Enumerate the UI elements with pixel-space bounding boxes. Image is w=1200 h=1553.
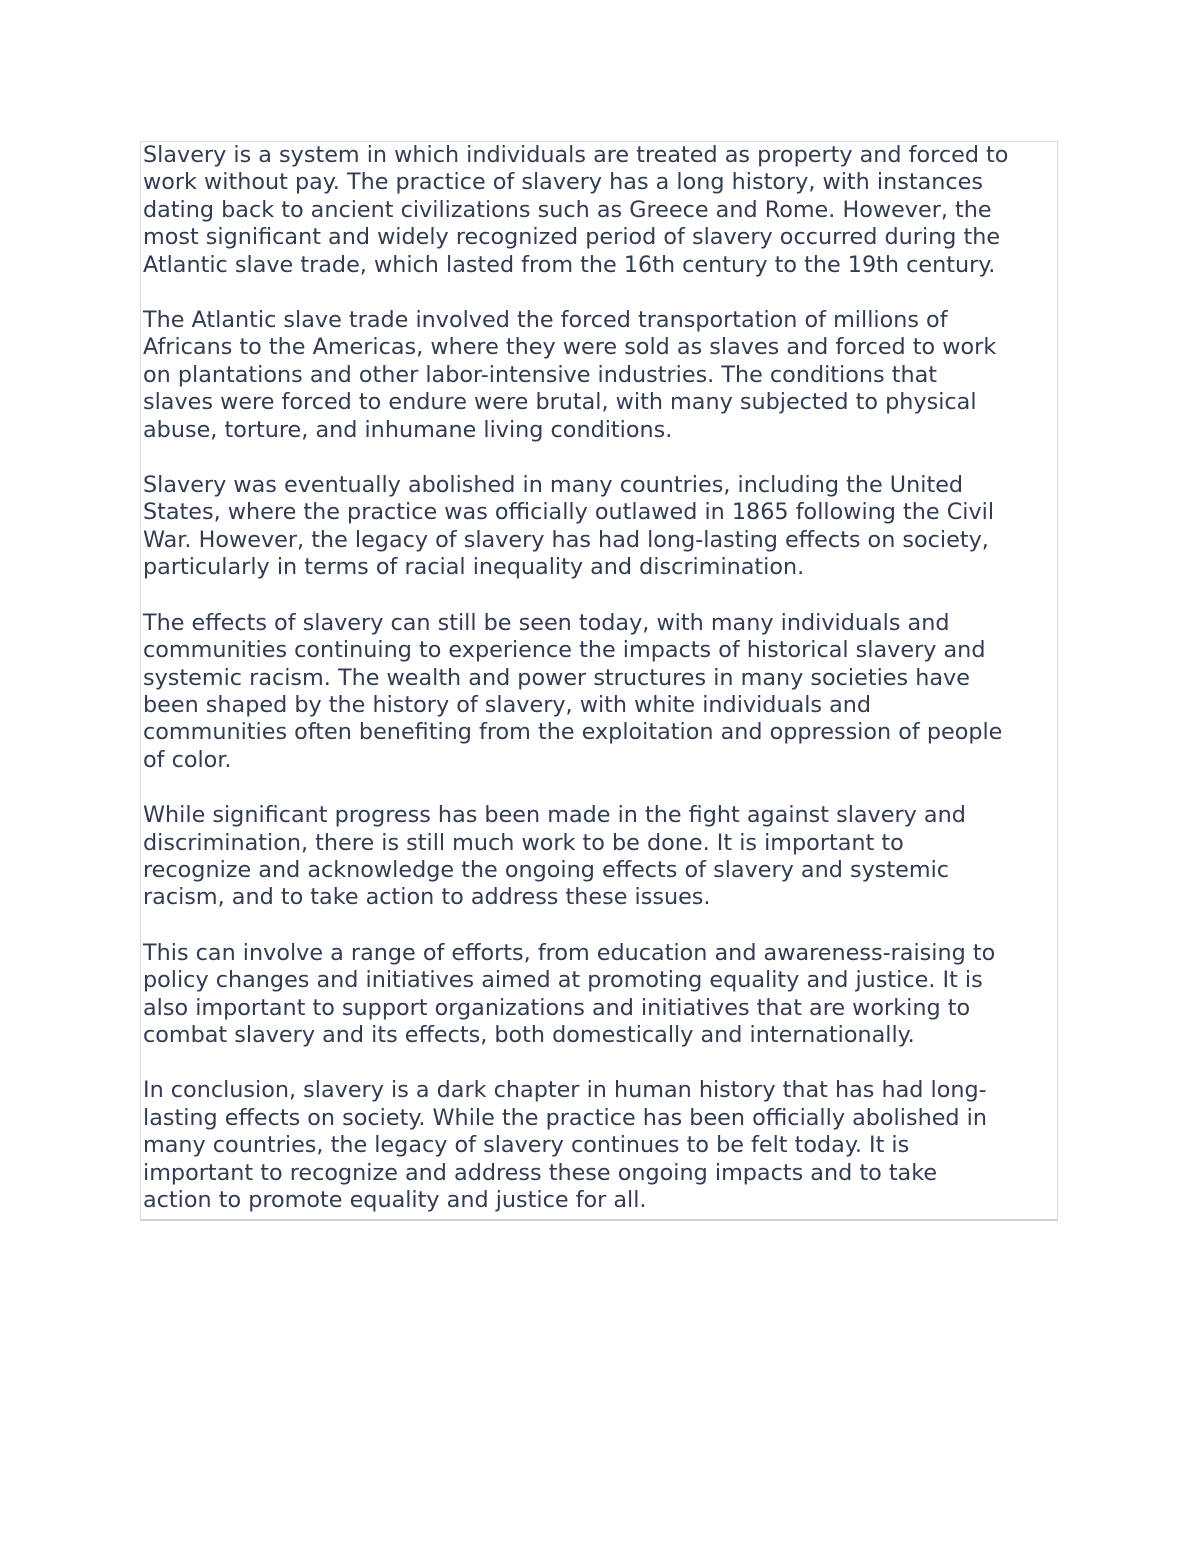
paragraph: The effects of slavery can still be seen today, with many individuals and communities continuing to experience the impacts of historical slavery and systemic racism. The wealth and power structures in many societies have been shaped by the history of slavery, with white individuals and communities often benefiting from the exploitation and oppression of people of color. xyxy=(143,609,1003,773)
paragraph: While significant progress has been made in the fight against slavery and discrimination, there is still much work to be done. It is important to recognize and acknowledge the ongoing effects of slavery and systemic racism, and to take action to address these issues. xyxy=(143,802,966,911)
paragraph: Slavery was eventually abolished in many countries, including the United States, where the practice was officially outlawed in 1865 following the Civil War. However, the legacy of slavery has had long-lasting effects on society, particularly in terms of racial inequality and discrimination. xyxy=(143,472,995,581)
paragraph: Slavery is a system in which individuals are treated as property and forced to work without pay. The practice of slavery has a long history, with instances dating back to ancient civilizations such as Greece and Rome. However, the most significant and widely recognized period of slavery occurred during the Atlantic slave trade, which lasted from the 16th century to the 19th century. xyxy=(143,142,1009,278)
paragraph: This can involve a range of efforts, from education and awareness-raising to policy changes and initiatives aimed at promoting equality and justice. It is also important to support organizations and initiatives that are working to combat slavery and its effects, both domestically and internationally. xyxy=(143,939,996,1048)
paragraph: The Atlantic slave trade involved the forced transportation of millions of Africans to the Americas, where they were sold as slaves and forced to work on plantations and other labor-intensive industries. The conditions that slaves were forced to endure were brutal, with many subjected to physical abuse, torture, and inhumane living conditions. xyxy=(143,307,997,443)
text-box[interactable] xyxy=(140,141,1058,1221)
paragraph: In conclusion, slavery is a dark chapter in human history that has had long- lasting effects on society. While the practice has been officially abolished in many countries, the legacy of slavery continues to be felt today. It is important to recognize and address these ongoing impacts and to take action to promote equality and justice for all. xyxy=(143,1077,987,1213)
